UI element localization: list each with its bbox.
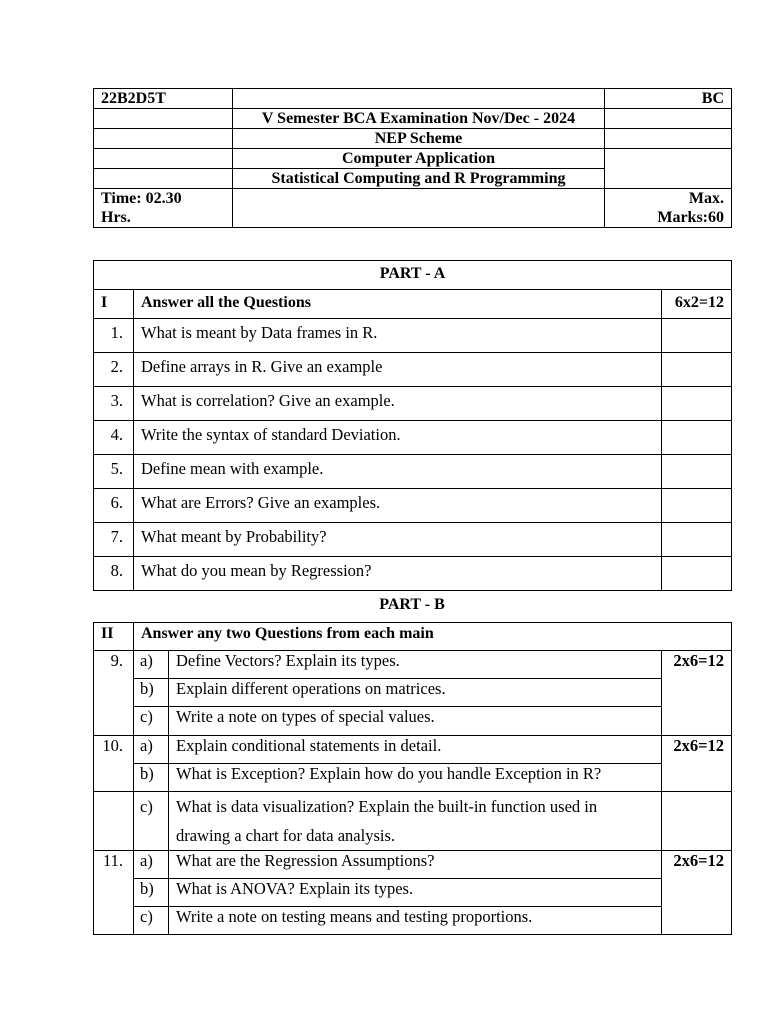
question-number: 10. <box>94 736 134 792</box>
question-text: Define mean with example. <box>134 455 662 489</box>
question-marks: 2x6=12 <box>662 736 732 792</box>
sub-label: a) <box>134 851 169 879</box>
table-row <box>94 907 732 935</box>
question-number: 6. <box>94 489 134 523</box>
question-number: 2. <box>94 353 134 387</box>
sub-label: c) <box>134 907 169 935</box>
marks-line1: Max. <box>688 190 724 207</box>
question-text: What is Exception? Explain how do you handle Exception in R? <box>169 764 662 792</box>
question-text: Write a note on types of special values. <box>169 707 662 736</box>
question-number: 11. <box>94 851 134 935</box>
sub-label: b) <box>134 679 169 707</box>
right-code: BC <box>605 89 732 109</box>
question-number: 7. <box>94 523 134 557</box>
question-text: What is correlation? Give an example. <box>134 387 662 421</box>
sub-label: c) <box>134 707 169 736</box>
question-text: What do you mean by Regression? <box>134 557 662 591</box>
question-text: What are Errors? Give an examples. <box>134 489 662 523</box>
question-number: 9. <box>94 651 134 736</box>
question-text: Define Vectors? Explain its types. <box>169 651 662 679</box>
question-marks: 2x6=12 <box>662 851 732 935</box>
table-row <box>94 455 732 489</box>
question-text: Write a note on testing means and testing proportions. <box>169 907 662 935</box>
question-number: 4. <box>94 421 134 455</box>
part-b-title: PART - B <box>379 596 445 613</box>
question-number: 3. <box>94 387 134 421</box>
table-row <box>94 319 732 353</box>
table-row <box>94 707 732 736</box>
sub-label: b) <box>134 764 169 792</box>
marks-cell <box>605 189 732 228</box>
sub-label: c) <box>134 792 169 851</box>
sub-label: a) <box>134 736 169 764</box>
question-text: Explain conditional statements in detail. <box>169 736 662 764</box>
question-text: Explain different operations on matrices. <box>169 679 662 707</box>
table-row <box>94 353 732 387</box>
question-text: What is data visualization? Explain the built-in function used in drawing a chart for data analysis. <box>169 792 662 851</box>
question-number: 1. <box>94 319 134 353</box>
marks-line2: Marks:60 <box>657 209 724 226</box>
question-number: 5. <box>94 455 134 489</box>
exam-title: V Semester BCA Examination Nov/Dec - 2024 <box>233 109 605 129</box>
sub-label: b) <box>134 879 169 907</box>
exam-header-table <box>93 88 732 228</box>
part-a-title: PART - A <box>94 261 732 290</box>
paper-code: 22B2D5T <box>94 89 233 109</box>
part-b-instruction: Answer any two Questions from each main <box>134 623 732 651</box>
part-a-marks: 6x2=12 <box>662 290 732 319</box>
table-row <box>94 879 732 907</box>
table-row <box>94 387 732 421</box>
time-line1: Time: 02.30 <box>101 190 182 207</box>
table-row <box>94 792 732 851</box>
table-row <box>94 421 732 455</box>
table-row <box>94 764 732 792</box>
part-a-section: I <box>94 290 134 319</box>
question-text: Write the syntax of standard Deviation. <box>134 421 662 455</box>
question-text: What is ANOVA? Explain its types. <box>169 879 662 907</box>
time-line2: Hrs. <box>101 209 131 226</box>
question-text: Define arrays in R. Give an example <box>134 353 662 387</box>
table-row <box>94 557 732 591</box>
sub-label: a) <box>134 651 169 679</box>
part-a-instruction: Answer all the Questions <box>134 290 662 319</box>
part-b-table <box>93 622 732 935</box>
table-row <box>94 651 732 679</box>
part-a-table <box>93 260 732 591</box>
table-row <box>94 851 732 879</box>
question-text: What are the Regression Assumptions? <box>169 851 662 879</box>
question-text: What is meant by Data frames in R. <box>134 319 662 353</box>
subject: Statistical Computing and R Programming <box>233 169 605 189</box>
scheme: NEP Scheme <box>233 129 605 149</box>
course: Computer Application <box>233 149 605 169</box>
question-text: What meant by Probability? <box>134 523 662 557</box>
question-marks: 2x6=12 <box>662 651 732 736</box>
question-number: 8. <box>94 557 134 591</box>
table-row <box>94 736 732 764</box>
table-row <box>94 523 732 557</box>
table-row <box>94 679 732 707</box>
time-cell <box>94 189 233 228</box>
table-row <box>94 489 732 523</box>
part-b-section: II <box>94 623 134 651</box>
